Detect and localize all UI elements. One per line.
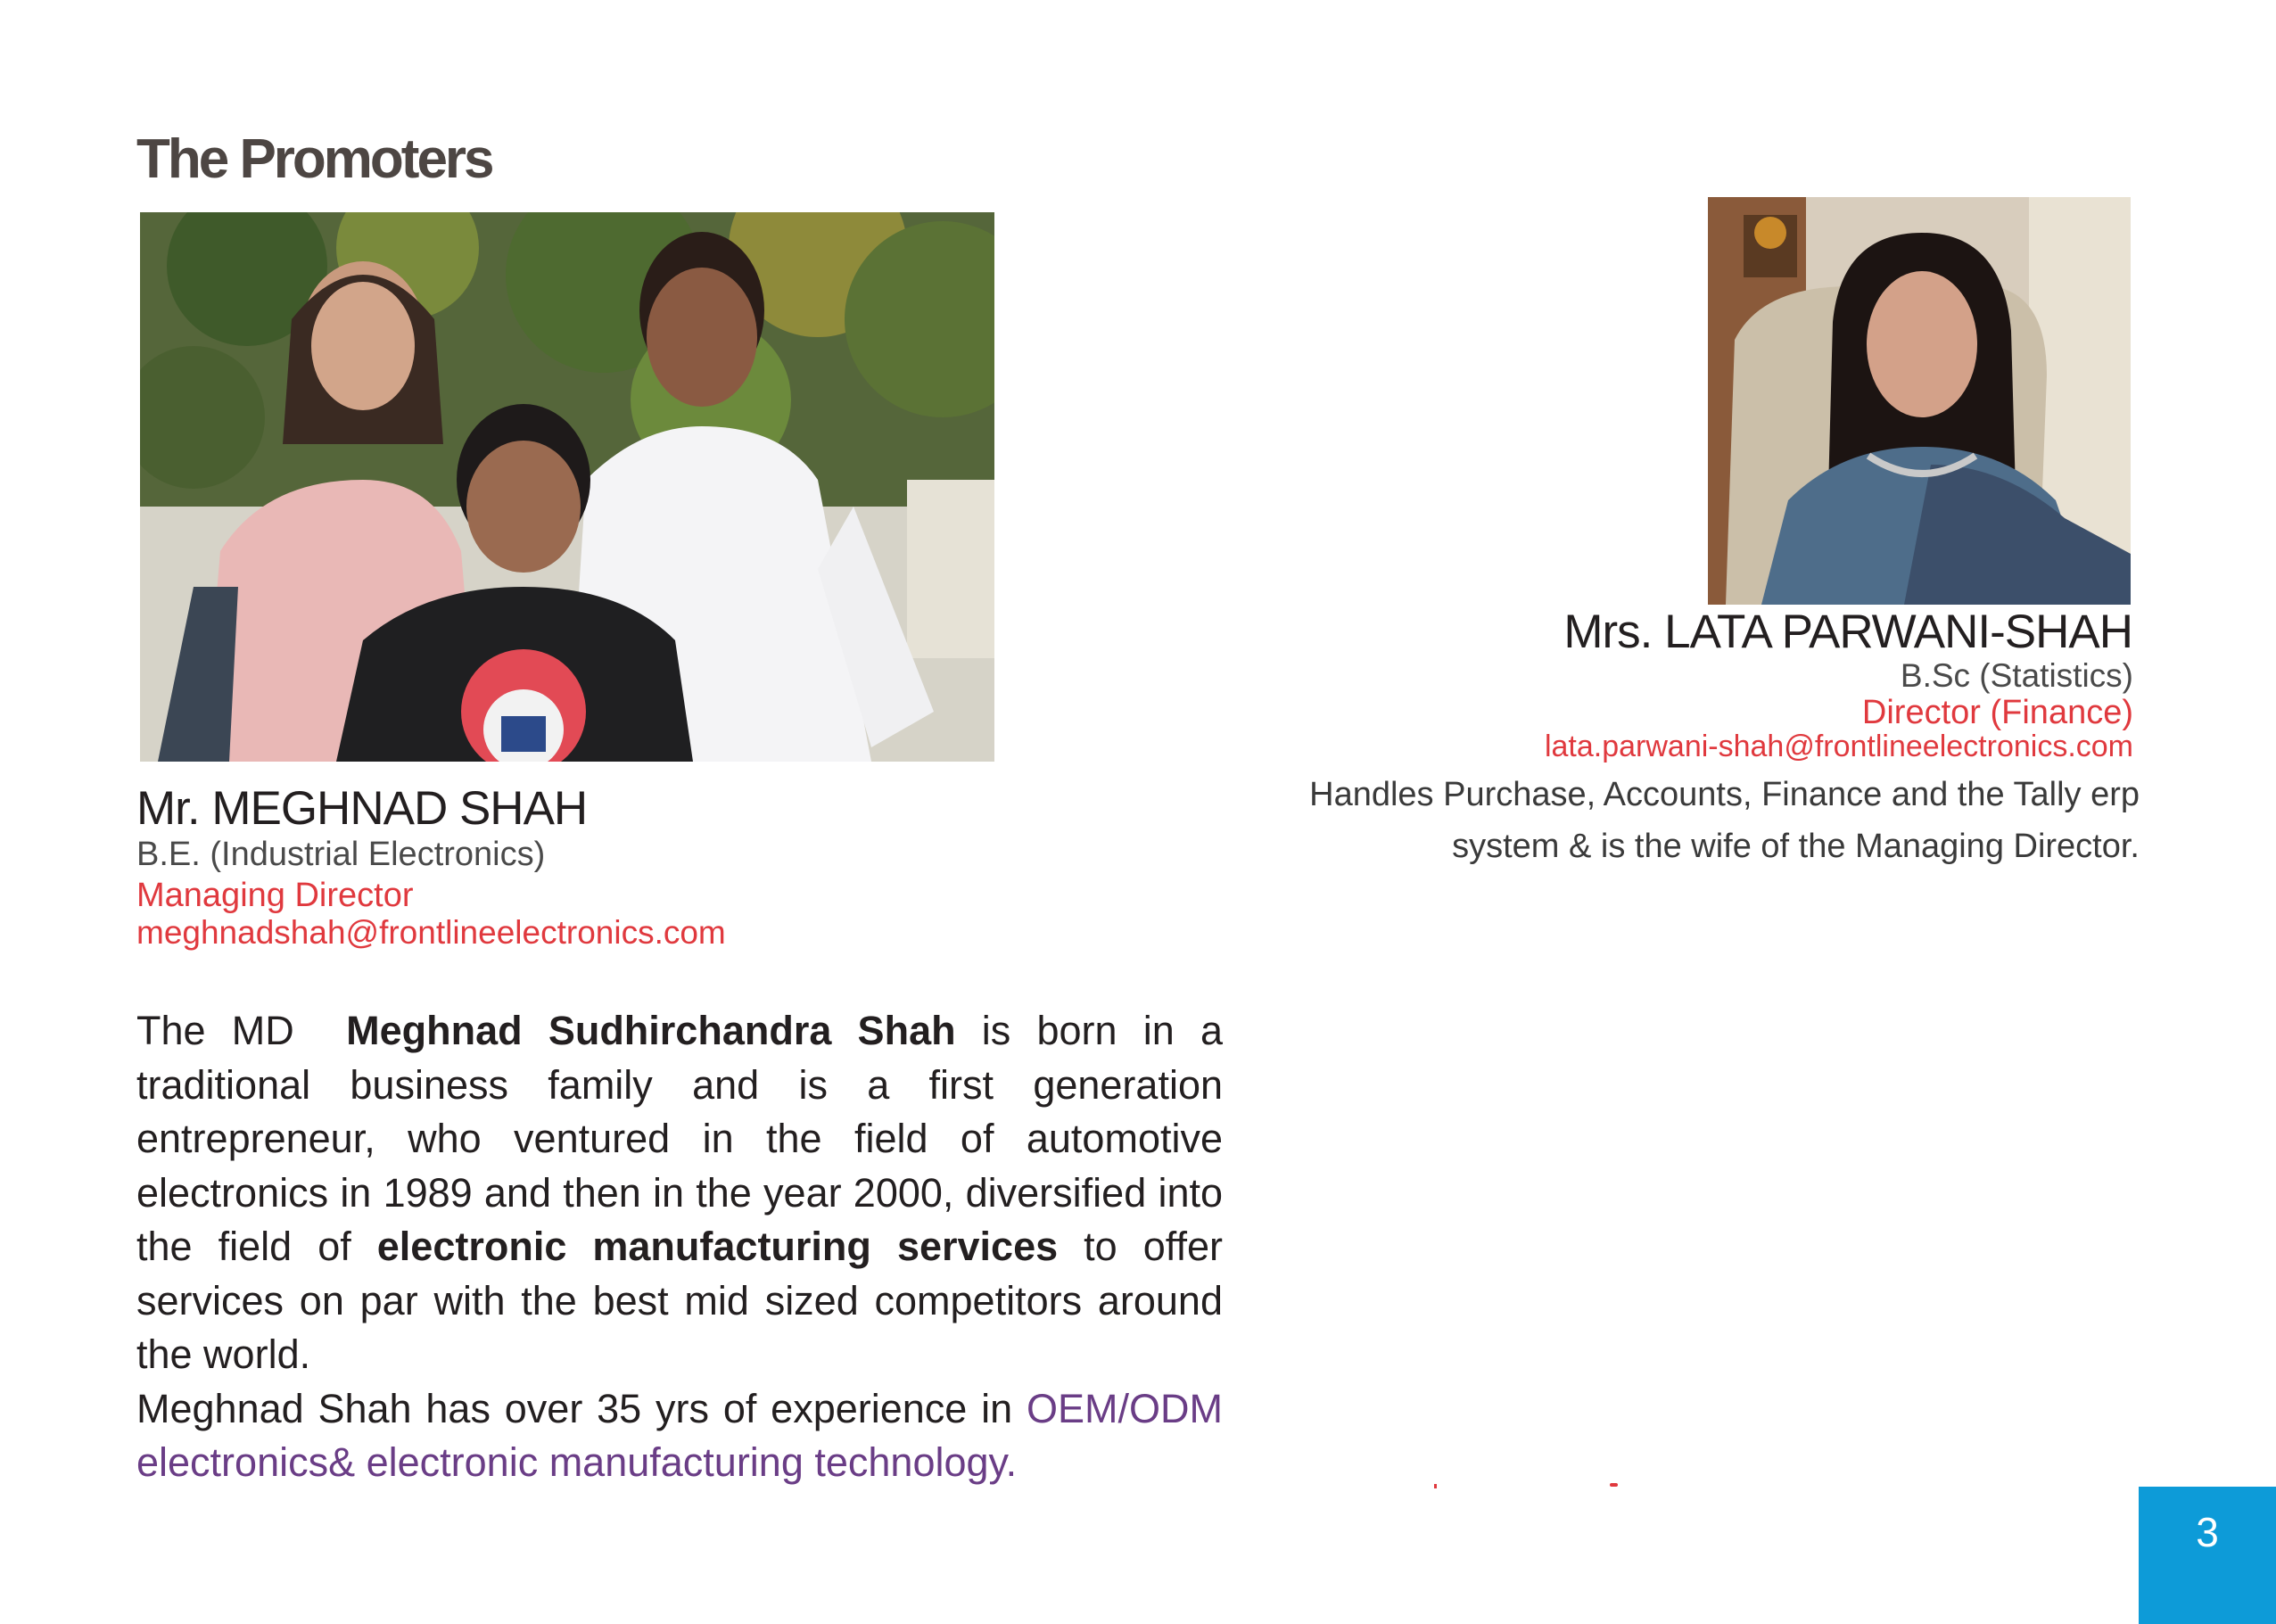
page-title: The Promoters: [136, 128, 492, 190]
md-qualification: B.E. (Industrial Electronics): [136, 836, 546, 873]
stray-mark: [1610, 1483, 1618, 1487]
director-name: Mrs. LATA PARWANI-SHAH: [1563, 606, 2132, 658]
director-qualification: B.Sc (Statistics): [1900, 657, 2133, 694]
md-role: Managing Director: [136, 877, 414, 914]
md-family-photo: [140, 212, 994, 762]
page-number-badge: [2139, 1487, 2276, 1624]
bio-experience-highlight: OEM/ODM electronics& electronic manufacturing technology.: [136, 1385, 1223, 1485]
bio-intro: The MD: [136, 1008, 347, 1053]
director-email-link[interactable]: lata.parwani-shah@frontlineelectronics.com: [1544, 730, 2133, 763]
bio-ems-highlight: electronic manufacturing services: [376, 1224, 1059, 1269]
director-role: Director (Finance): [1861, 694, 2133, 731]
stray-mark: [1434, 1484, 1437, 1488]
bio-body: is born in a traditional business family and is a first generation entrepreneur, who ventured in the field of automotive electronics in 1989 and then in the year 2000, diversified into the field of: [136, 1008, 1224, 1269]
md-biography: [136, 1004, 1223, 1490]
bio-experience: Meghnad Shah has over 35 yrs of experience in: [136, 1385, 1027, 1431]
bio-paragraph-2: [136, 1382, 1223, 1490]
md-name: Mr. MEGHNAD SHAH: [136, 782, 588, 835]
md-email-link[interactable]: meghnadshah@frontlineelectronics.com: [136, 914, 726, 951]
director-portrait-photo: [1708, 197, 2131, 605]
bio-paragraph-1: [136, 1004, 1223, 1382]
director-description: Handles Purchase, Accounts, Finance and the Tally erp system & is the wife of the Managing Director.: [1309, 776, 2140, 865]
page-number: 3: [2196, 1509, 2219, 1555]
bio-end: to offer services on par with the best mid sized competitors around the world.: [136, 1224, 1223, 1377]
bio-md-full-name: Meghnad Sudhirchandra Shah: [346, 1008, 956, 1053]
